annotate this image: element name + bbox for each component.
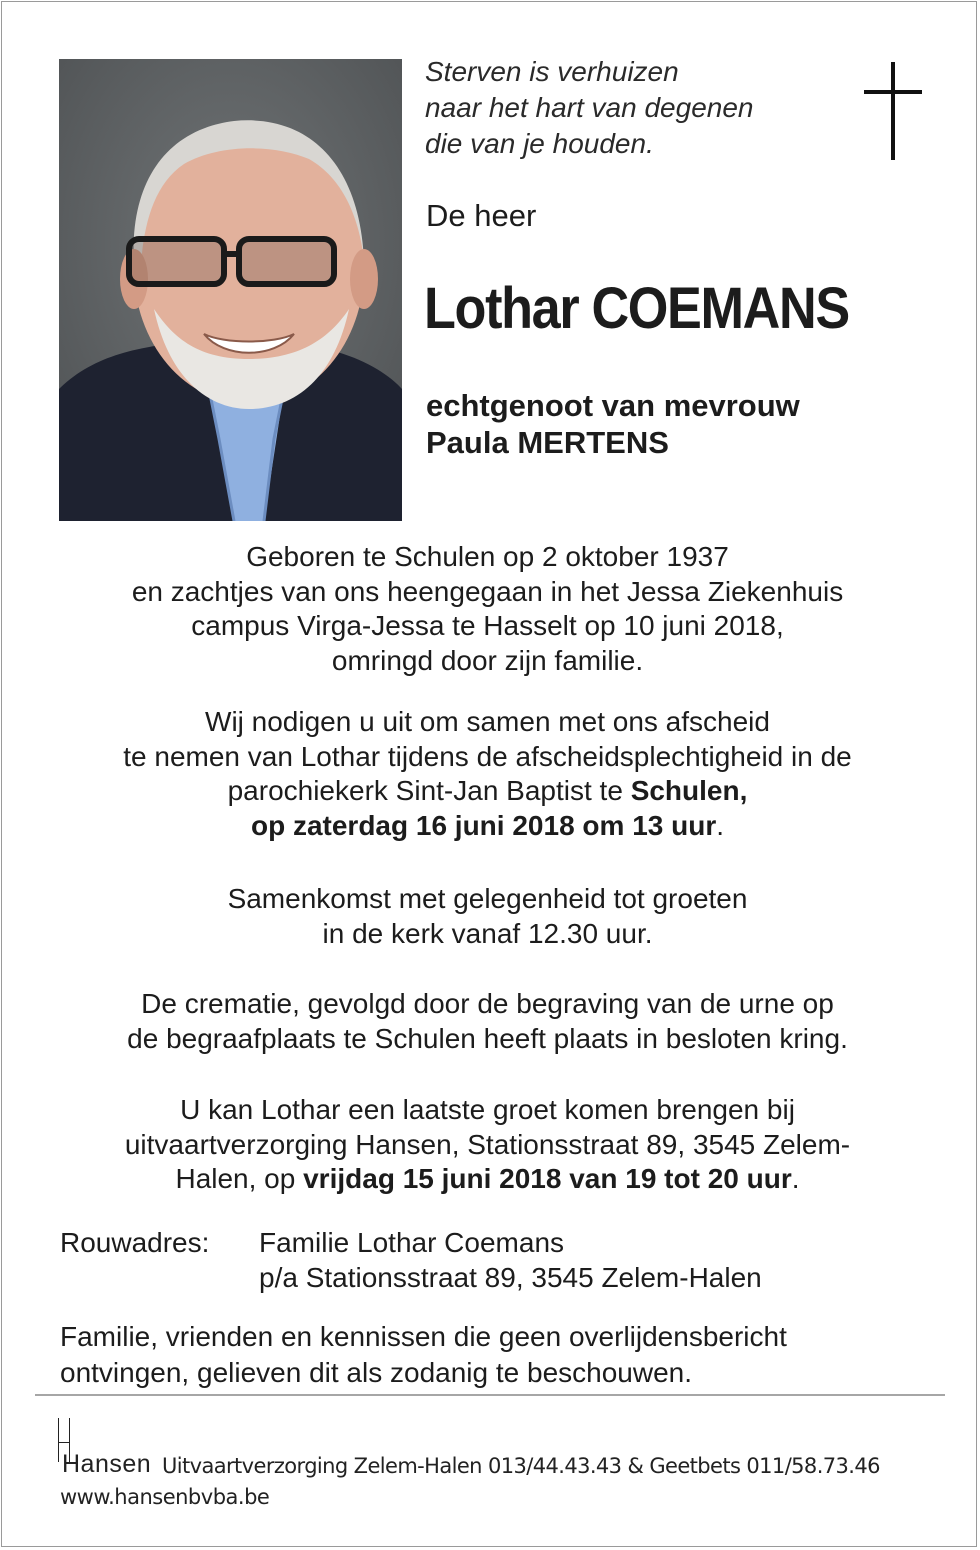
paragraph-line: te nemen van Lothar tijdens de afscheidsplechtigheid in de bbox=[123, 740, 852, 772]
paragraph-line bbox=[60, 774, 915, 809]
address-label: Rouwadres: bbox=[60, 1227, 210, 1258]
ceremony-paragraph bbox=[60, 705, 915, 843]
website-link[interactable]: www.hansenbvba.be bbox=[60, 1485, 270, 1509]
address-line: p/a Stationsstraat 89, 3545 Zelem-Halen bbox=[259, 1262, 762, 1293]
paragraph-line: en zachtjes van ons heengegaan in het Jessa Ziekenhuis bbox=[131, 575, 844, 607]
paragraph-line: omringd door zijn familie. bbox=[331, 644, 644, 676]
quote-line: Sterven is verhuizen bbox=[425, 56, 679, 87]
divider bbox=[35, 1394, 945, 1396]
birth-death-paragraph bbox=[60, 540, 915, 678]
paragraph-line: campus Virga-Jessa te Hasselt op 10 juni 2018, bbox=[191, 610, 784, 641]
closing-line: Familie, vrienden en kennissen die geen overlijdensbericht bbox=[60, 1321, 787, 1352]
cross-icon bbox=[864, 62, 924, 160]
paragraph-line: Samenkomst met gelegenheid tot groeten bbox=[227, 883, 748, 914]
paragraph-line: in de kerk vanaf 12.30 uur. bbox=[322, 917, 653, 949]
deceased-name: Lothar COEMANS bbox=[424, 276, 849, 341]
paragraph-line: de begraafplaats te Schulen heeft plaats in besloten kring. bbox=[127, 1022, 848, 1054]
visitation-paragraph bbox=[60, 1093, 915, 1197]
portrait-illustration bbox=[59, 59, 402, 521]
visitation-place: Halen, op bbox=[175, 1163, 304, 1194]
spouse-info bbox=[426, 387, 800, 461]
honorific: De heer bbox=[426, 198, 537, 233]
ceremony-date: op zaterdag 16 juni 2018 om 13 uur bbox=[250, 809, 717, 841]
paragraph-line: U kan Lothar een laatste groet komen brengen bij bbox=[180, 1094, 795, 1125]
closing-line: ontvingen, gelieven dit als zodanig te beschouwen. bbox=[60, 1357, 692, 1388]
ceremony-church: parochiekerk Sint-Jan Baptist te bbox=[227, 775, 631, 806]
paragraph-line bbox=[60, 1162, 915, 1197]
paragraph-line bbox=[60, 809, 915, 844]
closing-note bbox=[60, 1319, 787, 1391]
address-value bbox=[259, 1225, 762, 1295]
cremation-paragraph bbox=[60, 987, 915, 1056]
paragraph-line: De crematie, gevolgd door de begraving van de urne op bbox=[141, 988, 834, 1019]
spouse-line: echtgenoot van mevrouw bbox=[426, 388, 800, 423]
ceremony-place: Schulen, bbox=[630, 775, 748, 806]
punctuation: . bbox=[791, 1163, 800, 1194]
spouse-line: Paula MERTENS bbox=[426, 425, 669, 460]
quote-line: die van je houden. bbox=[425, 128, 654, 159]
address-line: Familie Lothar Coemans bbox=[259, 1227, 565, 1258]
logo-text: Hansen bbox=[62, 1450, 152, 1478]
epitaph-quote bbox=[425, 54, 845, 162]
paragraph-line: Geboren te Schulen op 2 oktober 1937 bbox=[246, 541, 729, 572]
portrait-photo bbox=[59, 59, 402, 521]
gathering-paragraph bbox=[60, 882, 915, 951]
funeral-home-contact: Uitvaartverzorging Zelem-Halen 013/44.43.43 & Geetbets 011/58.73.46 bbox=[162, 1454, 880, 1478]
quote-line: naar het hart van degenen bbox=[425, 92, 754, 123]
hansen-logo bbox=[58, 1414, 160, 1478]
paragraph-line: uitvaartverzorging Hansen, Stationsstraat 89, 3545 Zelem- bbox=[124, 1128, 851, 1160]
paragraph-line: Wij nodigen u uit om samen met ons afscheid bbox=[205, 706, 770, 737]
visitation-date: vrijdag 15 juni 2018 van 19 tot 20 uur bbox=[303, 1163, 792, 1194]
punctuation: . bbox=[716, 809, 725, 841]
